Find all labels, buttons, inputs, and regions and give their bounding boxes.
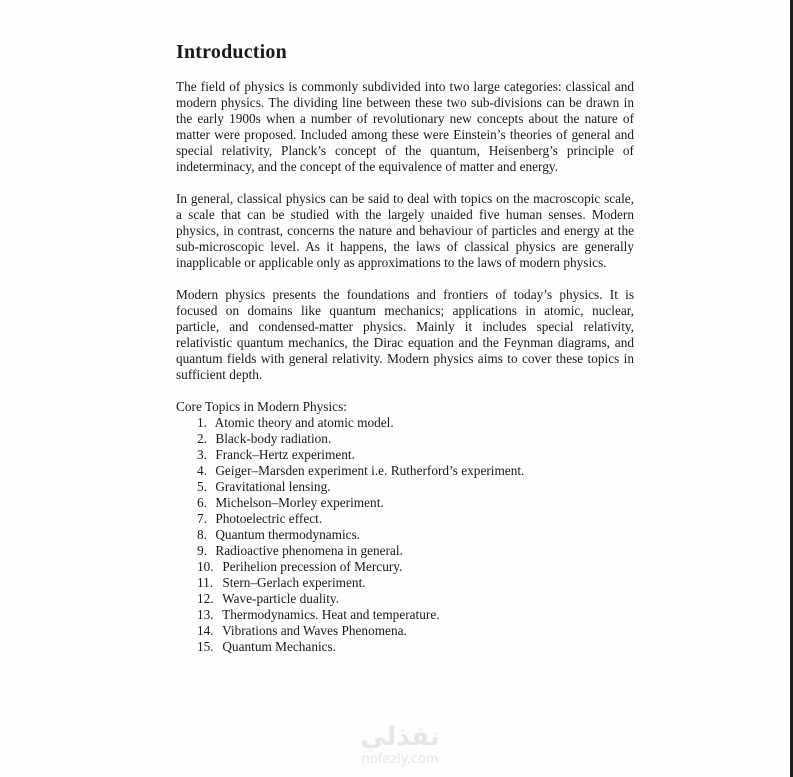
list-item-number: 2. bbox=[197, 431, 207, 446]
list-item-number: 9. bbox=[197, 543, 207, 558]
list-item bbox=[197, 543, 634, 559]
list-item-text: Quantum Mechanics. bbox=[222, 639, 337, 654]
list-item-number: 5. bbox=[197, 479, 207, 494]
list-item-number: 10. bbox=[197, 559, 214, 574]
list-item bbox=[197, 559, 634, 575]
list-item bbox=[197, 575, 634, 591]
watermark-logo-text: نفذلي bbox=[360, 722, 440, 752]
list-item-text: Geiger–Marsden experiment i.e. Rutherford’s experiment. bbox=[215, 463, 525, 478]
list-item bbox=[197, 527, 634, 543]
list-item-number: 11. bbox=[197, 575, 214, 590]
list-item bbox=[197, 463, 634, 479]
list-item-text: Gravitational lensing. bbox=[215, 479, 331, 494]
list-item bbox=[197, 495, 634, 511]
list-item-number: 15. bbox=[197, 639, 214, 654]
topics-list bbox=[176, 415, 634, 655]
list-item-text: Franck–Hertz experiment. bbox=[215, 447, 355, 462]
watermark-url: nofezly.com bbox=[361, 752, 439, 767]
list-item bbox=[197, 511, 634, 527]
paragraph-3: Modern physics presents the foundations and frontiers of today’s physics. It is focused on domains like quantum mechanics; applications in atomic, nuclear, particle, and condensed-matter physics. Mainly it includes special relativity, relativistic quantum mechanics, the Dirac equation and the Feynman diagrams, and quantum fields with general relativity. Modern physics aims to cover these topics in sufficient depth. bbox=[176, 287, 634, 382]
paragraph-2: In general, classical physics can be said to deal with topics on the macroscopic scale, a scale that can be studied with the largely unaided five human senses. Modern physics, in contrast, concerns the nature and behaviour of particles and energy at the sub-microscopic level. As it happens, the laws of classical physics are generally inapplicable or applicable only as approximations to the laws of modern physics. bbox=[176, 191, 634, 270]
topics-list-title: Core Topics in Modern Physics: bbox=[176, 399, 347, 414]
list-item bbox=[197, 431, 634, 447]
list-item-text: Wave-particle duality. bbox=[222, 591, 340, 606]
list-item bbox=[197, 639, 634, 655]
list-item-number: 4. bbox=[197, 463, 207, 478]
list-item bbox=[197, 623, 634, 639]
list-item-number: 12. bbox=[197, 591, 214, 606]
section-heading: Introduction bbox=[176, 41, 287, 63]
list-item-text: Radioactive phenomena in general. bbox=[215, 543, 403, 558]
list-item-number: 1. bbox=[197, 415, 207, 430]
list-item-text: Perihelion precession of Mercury. bbox=[222, 559, 403, 574]
list-item-text: Vibrations and Waves Phenomena. bbox=[222, 623, 407, 638]
list-item-text: Stern–Gerlach experiment. bbox=[222, 575, 366, 590]
list-item-number: 7. bbox=[197, 511, 207, 526]
list-item-text: Photoelectric effect. bbox=[215, 511, 323, 526]
list-item-number: 8. bbox=[197, 527, 207, 542]
list-item bbox=[197, 591, 634, 607]
list-item bbox=[197, 607, 634, 623]
list-item-number: 3. bbox=[197, 447, 207, 462]
list-item-text: Quantum thermodynamics. bbox=[215, 527, 361, 542]
list-item-text: Michelson–Morley experiment. bbox=[215, 495, 384, 510]
page-content bbox=[176, 38, 634, 655]
list-item bbox=[197, 447, 634, 463]
list-item-text: Thermodynamics. Heat and temperature. bbox=[222, 607, 440, 622]
list-item-text: Black-body radiation. bbox=[215, 431, 332, 446]
list-item-number: 6. bbox=[197, 495, 207, 510]
list-item-number: 14. bbox=[197, 623, 214, 638]
list-item bbox=[197, 415, 634, 431]
list-item-number: 13. bbox=[197, 607, 214, 622]
watermark bbox=[340, 722, 460, 768]
paragraph-1: The field of physics is commonly subdivided into two large categories: classical and modern physics. The dividing line between these two sub-divisions can be drawn in the early 1900s when a number of revolutionary new concepts about the nature of matter were proposed. Included among these were Einstein’s theories of general and special relativity, Planck’s concept of the quantum, Heisenberg’s principle of indeterminacy, and the concept of the equivalence of matter and energy. bbox=[176, 79, 634, 174]
list-item-text: Atomic theory and atomic model. bbox=[214, 415, 394, 430]
list-item bbox=[197, 479, 634, 495]
